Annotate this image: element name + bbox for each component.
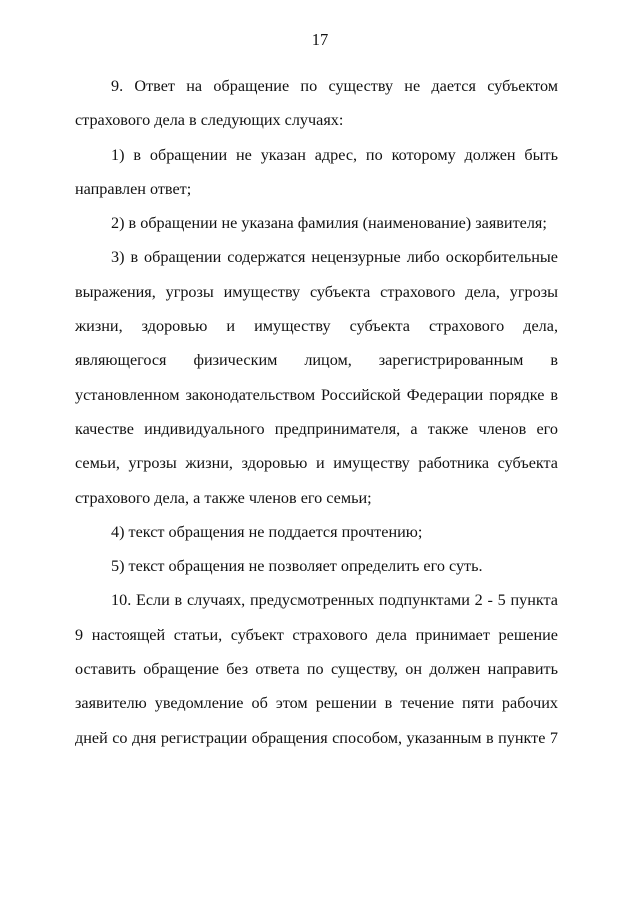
paragraph-9-item-1: 1) в обращении не указан адрес, по которому должен быть направлен ответ; [75,145,558,198]
paragraph-9-item-4: 4) текст обращения не поддается прочтению; [111,522,423,541]
paragraph-9-item-3: 3) в обращении содержатся нецензурные либо оскорбительные выражения, угрозы имуществу субъекта страхового дела, угрозы жизни, здоровью и имуществу субъекта страхового дела, являющегося физическим лицом, зарегистрированным в установленном законодательством Российской Федерации порядке в качестве индивидуального предпринимателя, а также членов его семьи, угрозы жизни, здоровью и имуществу работника субъекта страхового дела, а также членов его семьи; [75,248,558,507]
paragraph-9-item-2: 2) в обращении не указана фамилия (наименование) заявителя; [111,214,547,233]
page-number: 17 [311,30,329,49]
document-body [75,69,558,755]
paragraph-9-item-5: 5) текст обращения не позволяет определить его суть. [111,557,483,576]
paragraph-10: 10. Если в случаях, предусмотренных подпунктами 2 - 5 пункта 9 настоящей статьи, субъект страхового дела принимает решение оставить обращение без ответа по существу, он должен направить заявителю уведомление об этом решении в течение пяти рабочих дней со дня регистрации обращения способом, указанным в пункте 7 [75,591,558,747]
paragraph-9: 9. Ответ на обращение по существу не дается субъектом страхового дела в следующих случаях: [75,77,558,130]
